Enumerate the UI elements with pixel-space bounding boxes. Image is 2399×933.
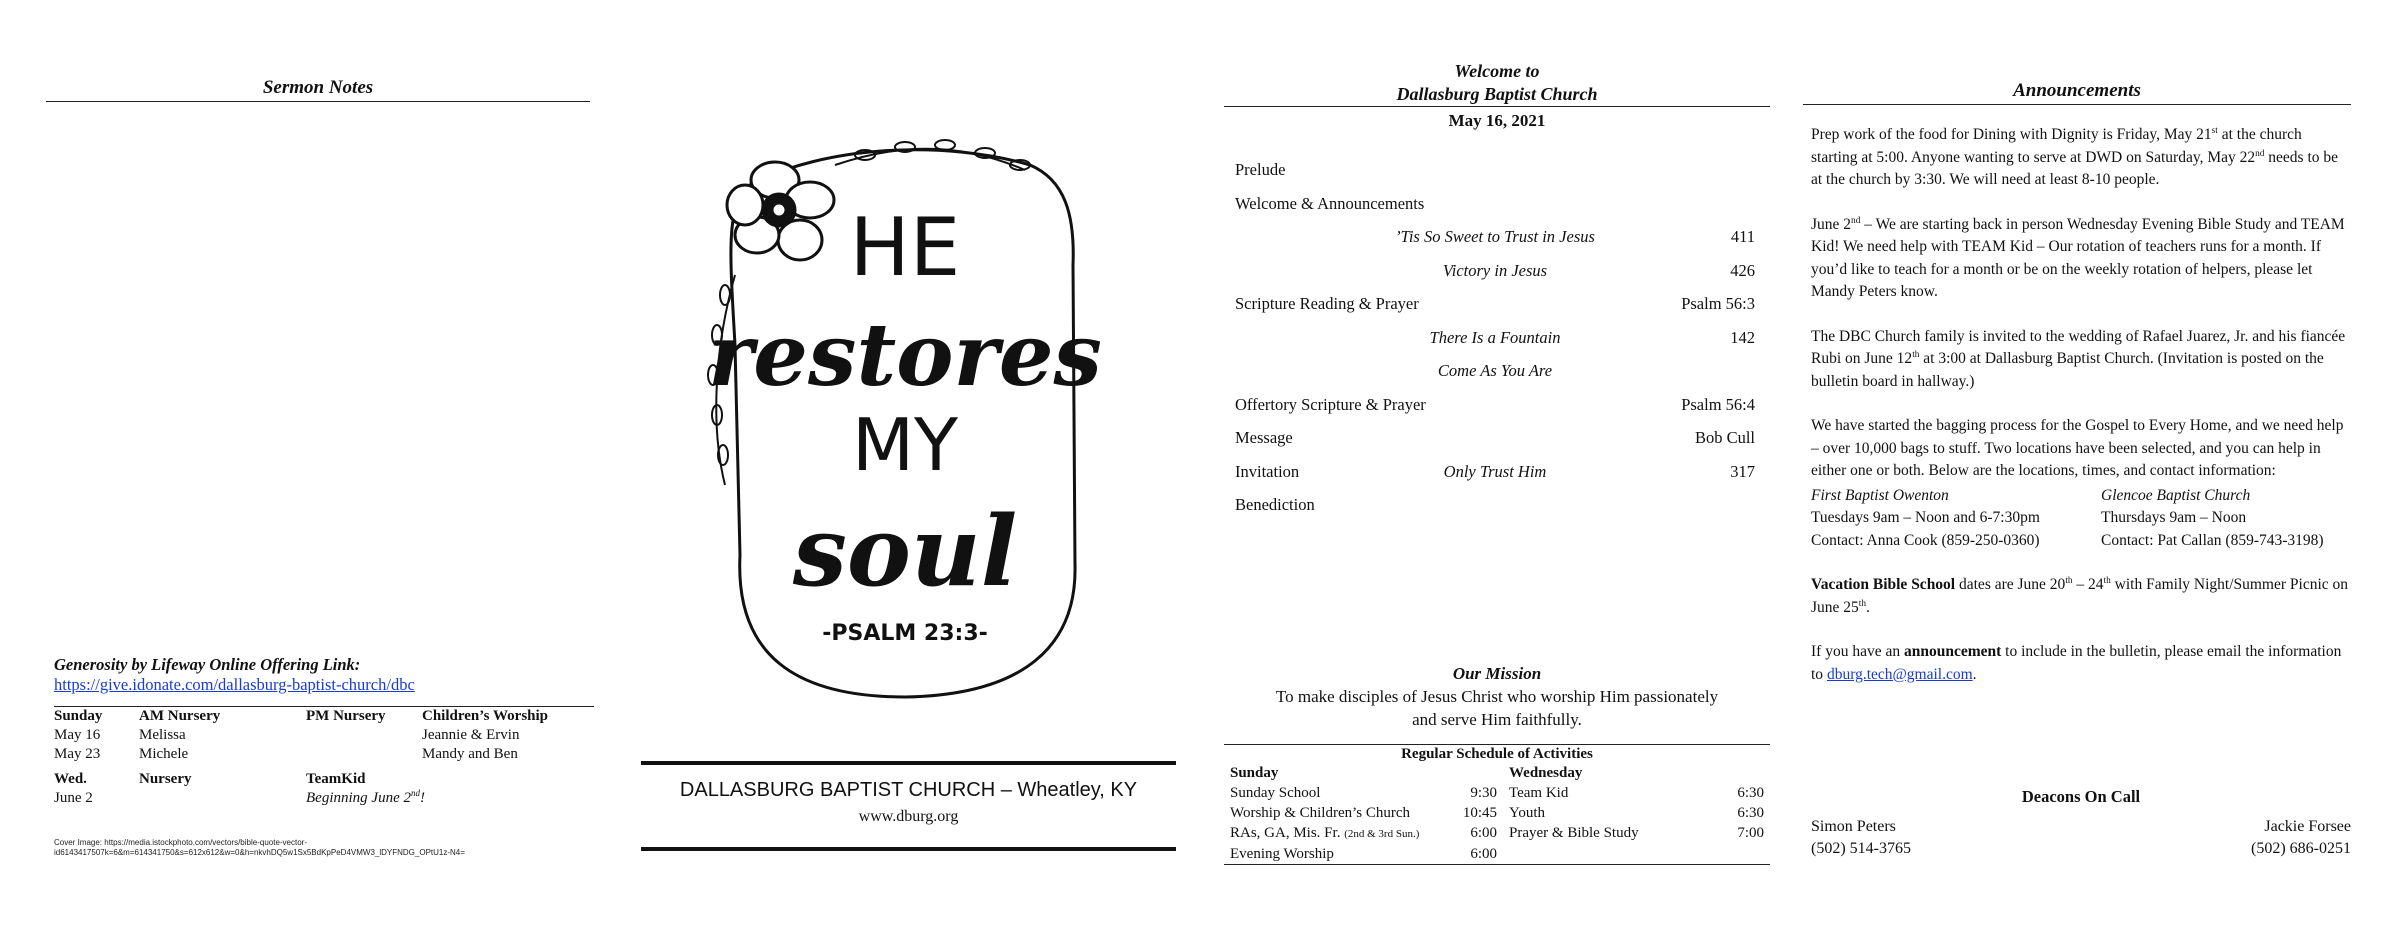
art-word-restores: restores [708,305,1102,406]
nursery-cell: May 16 [54,727,101,743]
schedule-label: Team Kid [1509,785,1569,801]
deacon-phone: (502) 686-0251 [2251,840,2351,857]
announcements-panel [1803,0,2351,105]
church-info-box [641,761,1176,851]
order-item-mid: Victory in Jesus [1442,260,1548,280]
church-name: DALLASBURG BAPTIST CHURCH – Wheatley, KY [679,779,1138,801]
schedule-label: Youth [1509,805,1545,821]
order-item-mid: ’Tis So Sweet to Trust in Jesus [1395,227,1595,246]
cover-image-credit: Cover Image: https://media.istockphoto.com/vectors/bible-quote-vector-id6143417507k=6&m=614341750&s=612x612&w=0&h=nkvhDQ5w1Sx5BdKpPeD4VMW3_lDYFNDG_OPtU1z-N4= [54,838,465,857]
schedule-time: 10:45 [1462,805,1497,821]
art-scripture-ref: -PSALM 23:3- [822,621,988,646]
nursery-cell: Melissa [139,727,186,743]
announcement-submit: If you have an announcement to include in the bulletin, please email the information to dburg.tech@gmail.com. [1811,643,2342,683]
nursery-header: AM Nursery [139,708,221,724]
order-row [1235,328,1755,362]
schedule-note: (2nd & 3rd Sun.) [1344,828,1420,840]
wednesday-header: Wednesday [1509,765,1583,781]
schedule-label: Sunday School [1230,785,1321,801]
location-times: Thursdays 9am – Noon [2101,509,2247,526]
announcement-vbs: Vacation Bible School dates are June 20th – 24th with Family Night/Summer Picnic on June 25th. [1811,575,2349,616]
order-of-worship-panel [1224,0,1770,131]
welcome-line1: Welcome to [1454,61,1540,81]
schedule-time: 7:00 [1737,825,1764,841]
order-row [1235,462,1755,496]
cover-art-svg [695,125,1105,715]
schedule-label: Prayer & Bible Study [1509,825,1639,841]
service-date: May 16, 2021 [1224,106,1770,131]
sermon-notes-title: Sermon Notes [46,0,590,102]
order-item-right: Bob Cull [1694,428,1755,447]
location-contact: Contact: Anna Cook (859-250-0360) [1811,531,2040,549]
deacon-name: Simon Peters [1811,818,1896,835]
nursery-cell: Michele [139,746,189,762]
bagging-locations [1811,485,2351,553]
schedule-label: RAs, GA, Mis. Fr. (2nd & 3rd Sun.) [1230,825,1420,841]
art-word-my: MY [851,403,959,487]
order-item-right: 426 [1730,260,1755,280]
order-item-right: 142 [1730,327,1755,347]
deacon-contact [1811,816,1911,860]
wed-header: Wed. [54,771,87,787]
teamkid-note: Beginning June 2nd! [306,788,425,806]
activity-schedule [1224,744,1770,865]
sunday-header: Sunday [1230,765,1279,781]
order-item-mid: Come As You Are [1437,361,1553,380]
order-item-right: 317 [1730,461,1755,481]
deacons-title: Deacons On Call [2021,787,2141,806]
order-row [1235,261,1755,295]
schedule-title: Regular Schedule of Activities [1401,746,1593,762]
nursery-cell: Mandy and Ben [422,746,518,762]
nursery-schedule [54,706,594,808]
wed-date: June 2 [54,790,93,806]
order-row [1235,361,1755,395]
location-name: Glencoe Baptist Church [2101,486,2251,504]
mission-line2: and serve Him faithfully. [1412,710,1582,729]
deacon-name: Jackie Forsee [2264,818,2351,835]
order-item-right: 411 [1730,227,1755,246]
schedule-time: 6:00 [1470,825,1497,841]
mission-title: Our Mission [1452,664,1542,683]
welcome-heading [1224,0,1770,106]
order-item-left: Offertory Scripture & Prayer [1235,394,1426,414]
order-item-right: Psalm 56:3 [1681,294,1755,313]
location-name: First Baptist Owenton [1811,486,1949,504]
order-row [1235,227,1755,261]
schedule-time: 9:30 [1470,785,1497,801]
offering-link[interactable]: https://give.idonate.com/dallasburg-baptist-church/dbc [54,675,415,694]
generosity-label: Generosity by Lifeway Online Offering Link: [54,655,361,674]
nursery-cell: Jeannie & Ervin [422,727,520,743]
order-row [1235,428,1755,462]
generosity-section [54,655,594,695]
order-item-left: Invitation [1235,461,1300,481]
art-word-soul: soul [792,495,1018,608]
schedule-time: 6:30 [1737,785,1764,801]
announcement-bible-study: June 2nd – We are starting back in person Wednesday Evening Bible Study and TEAM Kid! We need help with TEAM Kid – Our rotation of teachers runs for a month. If you’d like to teach for a month or be on the weekly rotation of helpers, please let Mandy Peters know. [1811,215,2345,300]
order-row [1235,495,1755,529]
welcome-line2: Dallasburg Baptist Church [1396,84,1598,104]
order-item-mid: There Is a Fountain [1429,327,1561,347]
sermon-notes-panel [46,0,590,102]
order-item-left: Welcome & Announcements [1235,193,1425,213]
nursery-cell [306,745,422,764]
order-row [1235,194,1755,228]
email-link[interactable]: dburg.tech@gmail.com [1826,665,1973,683]
announcements-body [1811,124,2351,708]
nursery-cell [306,726,422,745]
announcement-wedding: The DBC Church family is invited to the wedding of Rafael Juarez, Jr. and his fiancée Rubi on June 12th at 3:00 at Dallasburg Baptist Church. (Invitation is posted on the bulletin board in hallway.) [1811,327,2346,390]
order-row [1235,294,1755,328]
nursery-header: Children’s Worship [422,708,549,724]
schedule-label: Worship & Children’s Church [1230,805,1411,821]
order-of-service [1235,160,1755,529]
order-item-left: Prelude [1235,160,1286,179]
nursery-header: PM Nursery [306,708,386,724]
location-times: Tuesdays 9am – Noon and 6-7:30pm [1811,509,2040,526]
wed-header: Nursery [139,771,192,787]
location-contact: Contact: Pat Callan (859-743-3198) [2101,531,2324,549]
order-item-right: Psalm 56:4 [1681,394,1755,414]
order-row [1235,395,1755,429]
flower-icon [727,162,834,260]
announcements-title: Announcements [1803,0,2351,105]
art-word-he: HE [849,201,961,294]
schedule-time: 6:30 [1737,805,1764,821]
schedule-time: 6:00 [1470,846,1497,862]
cover-artwork [695,125,1105,715]
order-row [1235,160,1755,194]
order-item-left: Benediction [1235,495,1315,514]
wed-header: TeamKid [306,771,366,787]
order-item-mid: Only Trust Him [1443,461,1547,481]
nursery-header: Sunday [54,708,103,724]
nursery-cell: May 23 [54,746,101,762]
deacons-on-call [1811,786,2351,860]
deacon-phone: (502) 514-3765 [1811,840,1911,857]
deacon-contact [2251,816,2351,860]
schedule-label: Evening Worship [1230,846,1334,862]
announcement-gospel-bags: We have started the bagging process for the Gospel to Every Home, and we need help – over 10,000 bags to stuff. Two locations have been selected, and you can help in either one or both. Below are the locations, times, and contact information: [1811,417,2344,479]
announcement-dwd: Prep work of the food for Dining with Dignity is Friday, May 21st at the church starting at 5:00. Anyone wanting to serve at DWD on Saturday, May 22nd needs to be at the church by 3:30. We will need at least 8-10 people. [1811,125,2339,188]
order-item-left: Scripture Reading & Prayer [1235,294,1419,313]
mission-statement [1224,662,1770,731]
order-item-left: Message [1235,428,1293,447]
church-website: www.dburg.org [858,808,959,825]
mission-line1: To make disciples of Jesus Christ who worship Him passionately [1275,687,1719,706]
